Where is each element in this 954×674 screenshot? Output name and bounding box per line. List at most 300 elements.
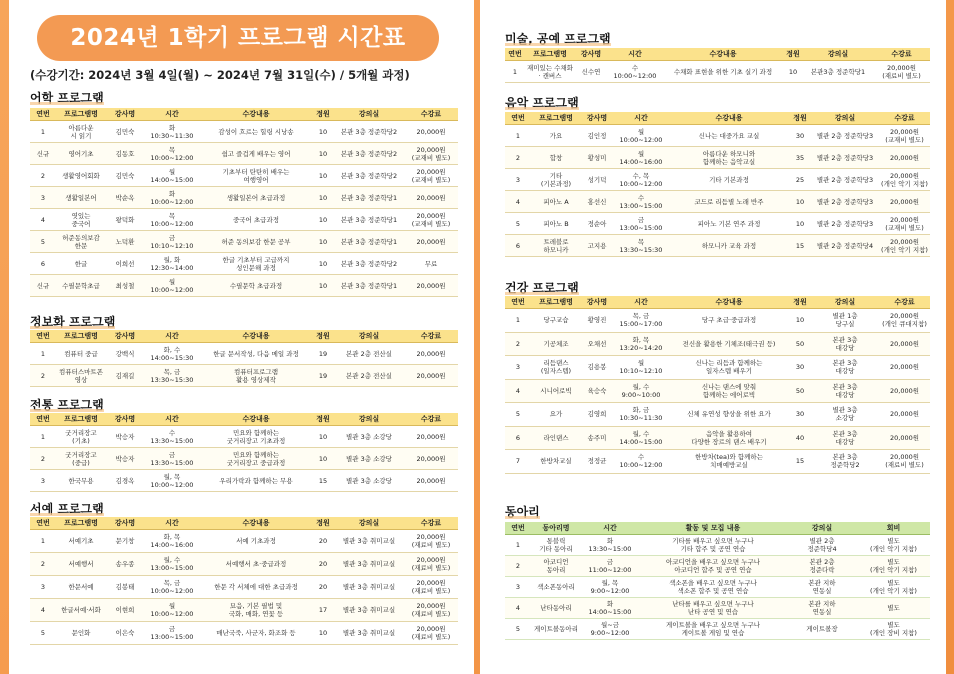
table-cell: 아름다운 시 읽기 <box>56 121 106 143</box>
table-row <box>30 231 458 253</box>
table-cell: 한방차(tea)와 함께하는 치매예방교실 <box>669 450 789 474</box>
column-header: 수강료 <box>404 413 458 426</box>
table-cell: 목 10:00~12:00 <box>144 209 200 231</box>
table-cell: 문기창 <box>106 530 144 553</box>
table-cell: 색소폰을 배우고 싶으면 누구나 색소폰 합주 및 공연 연습 <box>639 577 787 598</box>
table-cell: 20,000원 (재료비 별도) <box>873 61 930 83</box>
table-cell: 당구교습 <box>531 309 581 333</box>
table-cell: 중국어 초급과정 <box>200 209 312 231</box>
table-row <box>505 332 930 356</box>
table-cell: 별관 3층 소강당 <box>334 448 404 470</box>
table-cell: 10 <box>312 426 334 448</box>
column-header: 강사명 <box>581 296 613 309</box>
table-cell: 굿거리장고 (중급) <box>56 448 106 470</box>
column-header: 연번 <box>505 522 531 535</box>
table-cell: 김경옥 <box>106 470 144 492</box>
table-cell: 트레블로 하모니카 <box>531 235 581 257</box>
table-cell: 본관 2층 전산실 <box>334 365 404 387</box>
table-cell: 10 <box>312 253 334 275</box>
column-header: 프로그램명 <box>531 296 581 309</box>
column-header: 시간 <box>581 522 639 535</box>
column-header: 정원 <box>789 296 811 309</box>
column-header: 수강내용 <box>200 517 312 530</box>
column-header: 회비 <box>857 522 930 535</box>
section-title-art: 미술, 공예 프로그램 <box>505 32 611 46</box>
table-cell: 금 13:00~15:00 <box>144 622 200 645</box>
column-header: 정원 <box>312 330 334 343</box>
table-cell: 한글 기초부터 고급까지 성인문해 과정 <box>200 253 312 275</box>
column-header: 연번 <box>30 517 56 530</box>
table-cell: 박승자 <box>106 448 144 470</box>
table-cell: 별관 3층 소강당 <box>334 470 404 492</box>
table-row <box>505 619 930 640</box>
table-cell: 본관 2층 정준다락 <box>787 556 857 577</box>
table-cell: 20 <box>312 530 334 553</box>
table-cell: 10 <box>312 209 334 231</box>
table-row <box>505 191 930 213</box>
column-header: 시간 <box>144 108 200 121</box>
table-cell: 2 <box>505 556 531 577</box>
table-cell: 3 <box>30 470 56 492</box>
table-cell: 20,000원 (교재비 별도) <box>404 143 458 165</box>
table-cell: 월, 수 9:00~10:00 <box>613 379 669 403</box>
table-cell: 1 <box>505 125 531 147</box>
table-cell: 3 <box>30 187 56 209</box>
column-header: 강의실 <box>811 112 879 125</box>
table-cell: 별관 3층 취미교실 <box>334 530 404 553</box>
table-cell: 고지용 <box>581 235 613 257</box>
column-header: 시간 <box>144 413 200 426</box>
table-cell: 월 10:00~12:00 <box>144 599 200 622</box>
column-header: 시간 <box>144 517 200 530</box>
table-cell: 엿있는 중국어 <box>56 209 106 231</box>
table-cell: 수필문학 초급과정 <box>200 275 312 297</box>
table-cell: 피아노 B <box>531 213 581 235</box>
column-header: 수강내용 <box>669 296 789 309</box>
table-cell: 별관 2층 정준학당4 <box>811 235 879 257</box>
table-cell: 별관 2층 정준학당3 <box>811 147 879 169</box>
table-cell: 3 <box>505 577 531 598</box>
table-cell: 별관 2층 정준학당3 <box>811 191 879 213</box>
table-cell: 한글서예·서화 <box>56 599 106 622</box>
table-cell: 4 <box>505 598 531 619</box>
table-cell: 화 10:00~12:00 <box>144 187 200 209</box>
column-header: 수강료 <box>404 330 458 343</box>
table-cell: 서예행서 초·중급과정 <box>200 553 312 576</box>
table-cell: 수 10:00~12:00 <box>613 450 669 474</box>
table-cell: 목 13:30~15:30 <box>613 235 669 257</box>
table-cell: 노덕환 <box>106 231 144 253</box>
table-cell: 이현희 <box>106 599 144 622</box>
table-cell: 별도 (개인 장비 지참) <box>857 619 930 640</box>
table-row <box>30 530 458 553</box>
table-cell: 재미있는 수채화 · 캔버스 <box>525 61 575 83</box>
column-header: 프로그램명 <box>531 112 581 125</box>
table-cell: 본관 3층 정준학당2 <box>334 253 404 275</box>
table-cell: 황성미 <box>581 147 613 169</box>
column-header: 강의실 <box>787 522 857 535</box>
table-cell: 아코디언 동아리 <box>531 556 581 577</box>
column-header: 강의실 <box>334 108 404 121</box>
table-row <box>30 165 458 187</box>
table-cell: 목, 금 10:00~12:00 <box>144 576 200 599</box>
table-cell: 통블릭 기타 동아리 <box>531 535 581 556</box>
table-cell: 월, 화 12:30~14:00 <box>144 253 200 275</box>
table-cell: 월 10:00~12:00 <box>613 125 669 147</box>
club-table <box>505 522 930 640</box>
table-row <box>505 403 930 427</box>
table-cell: 20,000원 (재료비 별도) <box>879 450 930 474</box>
table-row <box>505 235 930 257</box>
table-cell: 기타를 배우고 싶으면 누구나 기타 합주 및 공연 연습 <box>639 535 787 556</box>
column-header: 강사명 <box>106 413 144 426</box>
table-cell: 20,000원 <box>404 365 458 387</box>
table-cell: 20,000원 <box>404 187 458 209</box>
table-cell: 20,000원 <box>404 343 458 365</box>
table-row <box>505 169 930 191</box>
table-cell: 김민숙 <box>106 121 144 143</box>
column-header: 수강료 <box>404 108 458 121</box>
table-cell: 월~금 9:00~12:00 <box>581 619 639 640</box>
column-header: 프로그램명 <box>56 517 106 530</box>
table-cell: 2 <box>30 165 56 187</box>
column-header: 정원 <box>312 517 334 530</box>
club-header-row <box>505 522 930 535</box>
table-row <box>505 356 930 380</box>
table-cell: 40 <box>789 426 811 450</box>
table-cell: 컴퓨터스마트폰 영상 <box>56 365 106 387</box>
table-cell: 5 <box>30 231 56 253</box>
table-cell: 20,000원 (재료비 별도) <box>404 576 458 599</box>
table-cell: 본관 3층 정준학당2 <box>334 121 404 143</box>
table-cell: 최성철 <box>106 275 144 297</box>
table-cell: 월 14:00~16:00 <box>613 147 669 169</box>
table-cell: 10 <box>789 309 811 333</box>
table-cell: 20,000원 <box>404 470 458 492</box>
table-cell: 당구 초급·중급과정 <box>669 309 789 333</box>
table-cell: 신나는 리듬과 함께하는 일자스텝 배우기 <box>669 356 789 380</box>
table-cell: 20,000원 <box>879 332 930 356</box>
column-header: 정원 <box>789 112 811 125</box>
column-header: 강의실 <box>811 296 879 309</box>
column-header: 수강내용 <box>663 48 783 61</box>
table-cell: 10 <box>312 143 334 165</box>
table-cell: 합창 <box>531 147 581 169</box>
column-header: 수강내용 <box>200 413 312 426</box>
table-cell: 게이트볼을 배우고 싶으면 누구나 게이트볼 게임 및 연습 <box>639 619 787 640</box>
column-header: 정원 <box>312 413 334 426</box>
table-cell: 15 <box>312 470 334 492</box>
table-cell: 별도 <box>857 598 930 619</box>
table-cell: 20,000원 <box>404 448 458 470</box>
table-cell: 한글 문서작성, 다음 메일 과정 <box>200 343 312 365</box>
health-header-row <box>505 296 930 309</box>
table-cell: 김민숙 <box>106 165 144 187</box>
table-cell: 15 <box>789 235 811 257</box>
table-cell: 20,000원 <box>404 121 458 143</box>
table-cell: 화, 목 14:00~16:00 <box>144 530 200 553</box>
table-cell: 수채화 표현을 위한 기초 실기 과정 <box>663 61 783 83</box>
table-cell: 허준 동의보감 한문 공부 <box>200 231 312 253</box>
table-row <box>505 535 930 556</box>
table-cell: 매난국죽, 사군자, 화조화 등 <box>200 622 312 645</box>
table-cell: 묘음, 기본 필법 및 국화, 매화, 연꽃 등 <box>200 599 312 622</box>
table-row <box>505 125 930 147</box>
column-header: 수강료 <box>404 517 458 530</box>
table-cell: 6 <box>505 426 531 450</box>
table-cell: 5 <box>505 403 531 427</box>
table-cell: 화 13:30~15:00 <box>581 535 639 556</box>
table-cell: 본관 3층 정준학당2 <box>811 450 879 474</box>
column-header: 수강내용 <box>200 108 312 121</box>
column-header: 강의실 <box>334 330 404 343</box>
table-cell: 이희선 <box>106 253 144 275</box>
table-cell: 신나는 댄스에 맞춰 함께하는 에어로빅 <box>669 379 789 403</box>
table-cell: 본관 3층 대강당 <box>811 356 879 380</box>
table-cell: 2 <box>30 553 56 576</box>
table-cell: 20,000원 <box>404 231 458 253</box>
table-cell: 2 <box>505 332 531 356</box>
table-cell: 10 <box>312 187 334 209</box>
table-cell: 2 <box>505 147 531 169</box>
table-cell: 신규 <box>30 143 56 165</box>
table-cell: 금 13:30~15:00 <box>144 448 200 470</box>
table-cell: 강백식 <box>106 343 144 365</box>
table-cell: 별관 2층 정준학당3 <box>811 169 879 191</box>
table-cell: 육승숙 <box>581 379 613 403</box>
table-cell: 20,000원 <box>879 147 930 169</box>
table-cell: 리듬댄스 (일자스텝) <box>531 356 581 380</box>
table-cell: 20,000원 <box>404 426 458 448</box>
table-cell: 1 <box>30 343 56 365</box>
table-cell: 오채선 <box>581 332 613 356</box>
column-header: 동아리명 <box>531 522 581 535</box>
table-cell: 기타 (기본과정) <box>531 169 581 191</box>
section-title-health: 건강 프로그램 <box>505 281 579 295</box>
table-cell: 10 <box>312 448 334 470</box>
table-cell: 한국무용 <box>56 470 106 492</box>
table-cell: 기공체조 <box>531 332 581 356</box>
table-cell: 컴퓨터 중급 <box>56 343 106 365</box>
table-cell: 송주미 <box>581 426 613 450</box>
table-cell: 수 10:00~12:00 <box>607 61 663 83</box>
table-cell: 기타 기본과정 <box>669 169 789 191</box>
table-cell: 월 10:00~12:00 <box>144 275 200 297</box>
table-row <box>505 61 930 83</box>
table-cell: 신규 <box>30 275 56 297</box>
table-cell: 정순아 <box>581 213 613 235</box>
table-cell: 컴퓨터프로그램 활용 영상제작 <box>200 365 312 387</box>
section-title-lang: 어학 프로그램 <box>30 91 104 105</box>
table-cell: 허준동의보감 한문 <box>56 231 106 253</box>
table-cell: 1 <box>30 530 56 553</box>
table-cell: 김봉태 <box>106 576 144 599</box>
table-cell: 박순옥 <box>106 187 144 209</box>
table-cell: 생활일본어 <box>56 187 106 209</box>
table-row <box>30 622 458 645</box>
table-cell: 10 <box>789 191 811 213</box>
table-cell: 5 <box>505 619 531 640</box>
table-cell: 영어기초 <box>56 143 106 165</box>
column-header: 시간 <box>613 112 669 125</box>
column-header: 강사명 <box>106 108 144 121</box>
table-cell: 별관 3층 취미교실 <box>334 576 404 599</box>
table-cell: 본관 3층 정준학당1 <box>334 231 404 253</box>
column-header: 연번 <box>505 112 531 125</box>
column-header: 정원 <box>783 48 803 61</box>
column-header: 수강내용 <box>200 330 312 343</box>
table-cell: 화, 목 13:20~14:20 <box>613 332 669 356</box>
table-cell: 금 13:00~15:00 <box>613 213 669 235</box>
table-cell: 한문 각 서체에 대한 초급과정 <box>200 576 312 599</box>
table-row <box>30 470 458 492</box>
table-cell: 3 <box>505 356 531 380</box>
table-cell: 4 <box>30 599 56 622</box>
table-cell: 월 10:10~12:10 <box>613 356 669 380</box>
table-cell: 요가 <box>531 403 581 427</box>
table-cell: 본관 3층 대강당 <box>811 332 879 356</box>
table-cell: 50 <box>789 379 811 403</box>
table-row <box>30 448 458 470</box>
table-cell: 금 11:00~12:00 <box>581 556 639 577</box>
table-cell: 월, 목 9:00~12:00 <box>581 577 639 598</box>
table-cell: 민요와 함께하는 굿거리장고 기초과정 <box>200 426 312 448</box>
table-cell: 본관3층 정준학당1 <box>803 61 873 83</box>
table-cell: 2 <box>30 365 56 387</box>
table-cell: 민요와 함께하는 굿거리장고 중급과정 <box>200 448 312 470</box>
table-cell: 한방차교실 <box>531 450 581 474</box>
column-header: 연번 <box>30 413 56 426</box>
table-cell: 10 <box>312 275 334 297</box>
table-cell: 4 <box>30 209 56 231</box>
table-cell: 화, 수 14:00~15:30 <box>144 343 200 365</box>
table-cell: 20,000원 (교재비 별도) <box>879 213 930 235</box>
section-title-trad: 전통 프로그램 <box>30 398 104 412</box>
table-row <box>505 577 930 598</box>
table-row <box>30 576 458 599</box>
table-cell: 별도 (개인 악기 지참) <box>857 556 930 577</box>
table-cell: 성기덕 <box>581 169 613 191</box>
table-cell: 가요 <box>531 125 581 147</box>
table-cell: 라인댄스 <box>531 426 581 450</box>
table-cell: 2 <box>30 448 56 470</box>
table-cell: 10 <box>783 61 803 83</box>
table-cell: 무료 <box>404 253 458 275</box>
table-cell: 난타동아리 <box>531 598 581 619</box>
table-cell: 20,000원 (개인 큐대지참) <box>879 309 930 333</box>
table-cell: 별관 3층 소강당 <box>811 403 879 427</box>
table-cell: 7 <box>505 450 531 474</box>
table-cell: 아름다운 하모니와 함께하는 음악교실 <box>669 147 789 169</box>
column-header: 수강료 <box>879 296 930 309</box>
table-cell: 금 10:10~12:10 <box>144 231 200 253</box>
table-cell: 본관 3층 대강당 <box>811 426 879 450</box>
table-cell: 박승자 <box>106 426 144 448</box>
calli-header-row <box>30 517 458 530</box>
table-cell: 화 10:30~11:30 <box>144 121 200 143</box>
table-cell: 6 <box>505 235 531 257</box>
column-header: 강사명 <box>575 48 607 61</box>
table-cell: 1 <box>30 426 56 448</box>
section-title-music: 음악 프로그램 <box>505 96 579 110</box>
column-header: 강사명 <box>106 517 144 530</box>
table-cell: 별관 2층 정준학당3 <box>811 125 879 147</box>
info-table <box>30 330 458 387</box>
table-cell: 30 <box>789 403 811 427</box>
table-cell: 피아노 기본 연주 과정 <box>669 213 789 235</box>
table-cell: 본관 3층 대강당 <box>811 379 879 403</box>
table-cell: 전신을 활용한 기체조(태극권 등) <box>669 332 789 356</box>
table-cell: 생활영어회화 <box>56 165 106 187</box>
column-header: 활동 및 모집 내용 <box>639 522 787 535</box>
table-row <box>30 209 458 231</box>
table-cell: 김영희 <box>581 403 613 427</box>
table-cell: 음악을 활용하여 다양한 장르의 댄스 배우기 <box>669 426 789 450</box>
table-cell: 6 <box>30 253 56 275</box>
music-table <box>505 112 930 257</box>
section-title-calli: 서예 프로그램 <box>30 502 104 516</box>
table-cell: 월, 수 14:00~15:00 <box>613 426 669 450</box>
table-row <box>30 275 458 297</box>
table-cell: 20,000원 (재료비 별도) <box>404 622 458 645</box>
table-cell: 별관 3층 취미교실 <box>334 622 404 645</box>
table-cell: 수필문학초급 <box>56 275 106 297</box>
table-cell: 우리가락과 함께하는 무용 <box>200 470 312 492</box>
column-header: 프로그램명 <box>56 330 106 343</box>
table-cell: 별관 3층 취미교실 <box>334 599 404 622</box>
table-cell: 별관 3층 취미교실 <box>334 553 404 576</box>
column-header: 강의실 <box>334 517 404 530</box>
table-cell: 본관 지하 연동실 <box>787 598 857 619</box>
trad-table <box>30 413 458 492</box>
table-cell: 35 <box>789 147 811 169</box>
table-cell: 본관 2층 전산실 <box>334 343 404 365</box>
column-header: 시간 <box>144 330 200 343</box>
art-table <box>505 48 930 83</box>
table-cell: 10 <box>312 622 334 645</box>
table-cell: 김용봉 <box>581 356 613 380</box>
table-cell: 게이트볼장 <box>787 619 857 640</box>
table-row <box>505 598 930 619</box>
table-row <box>505 379 930 403</box>
table-cell: 서예행서 <box>56 553 106 576</box>
table-cell: 20,000원 (교재비 별도) <box>879 125 930 147</box>
table-cell: 별관 1층 당구실 <box>811 309 879 333</box>
table-cell: 별도 (개인 악기 지참) <box>857 535 930 556</box>
table-cell: 색소폰동아리 <box>531 577 581 598</box>
table-cell: 월 14:00~15:00 <box>144 165 200 187</box>
table-cell: 김인정 <box>581 125 613 147</box>
table-cell: 목 10:00~12:00 <box>144 143 200 165</box>
trad-header-row <box>30 413 458 426</box>
lang-header-row <box>30 108 458 121</box>
table-cell: 20 <box>312 576 334 599</box>
table-cell: 30 <box>789 356 811 380</box>
column-header: 강사명 <box>581 112 613 125</box>
table-row <box>30 343 458 365</box>
table-cell: 5 <box>505 213 531 235</box>
table-cell: 화 14:00~15:00 <box>581 598 639 619</box>
table-cell: 20,000원 <box>879 426 930 450</box>
table-cell: 1 <box>505 309 531 333</box>
table-cell: 수 13:00~15:00 <box>613 191 669 213</box>
table-cell: 3 <box>30 576 56 599</box>
table-cell: 10 <box>312 165 334 187</box>
table-row <box>505 147 930 169</box>
table-cell: 코드로 리듬별 노래 반주 <box>669 191 789 213</box>
table-cell: 본관 3층 정준학당2 <box>334 143 404 165</box>
table-cell: 월, 목 10:00~12:00 <box>144 470 200 492</box>
